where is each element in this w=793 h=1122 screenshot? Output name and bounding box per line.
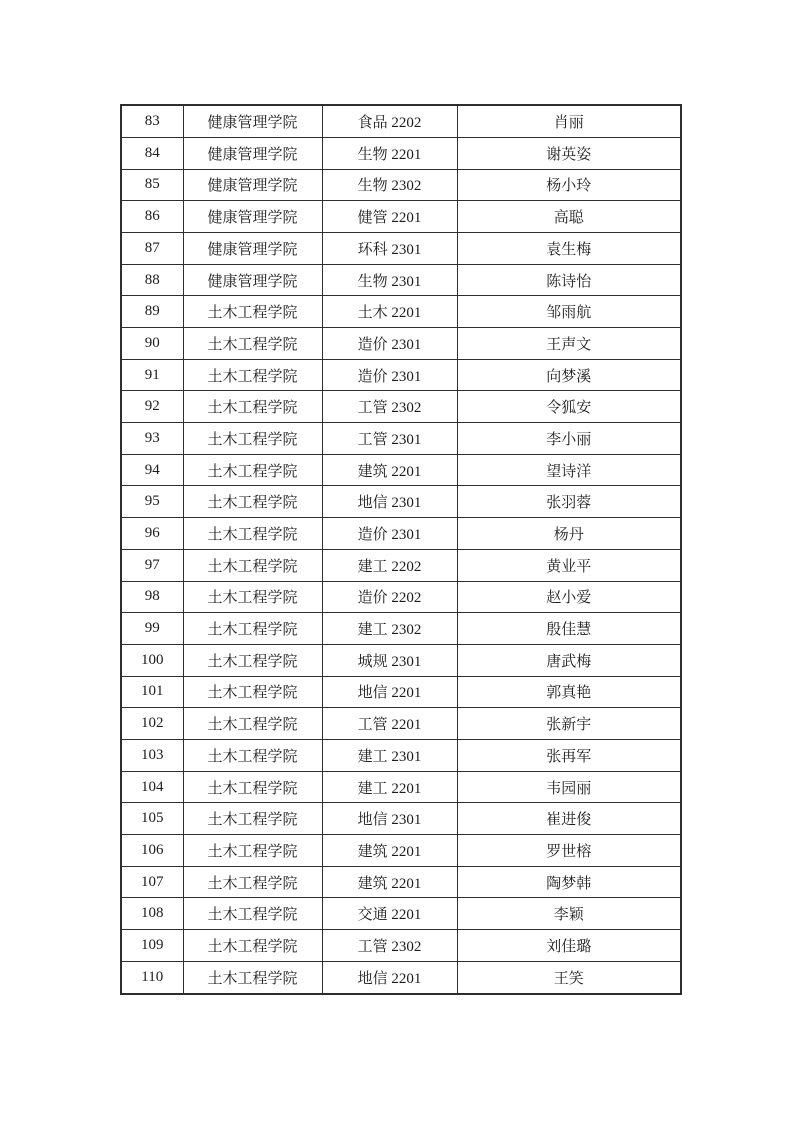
cell-class: 工管 2301 <box>322 423 457 455</box>
cell-college: 健康管理学院 <box>183 169 322 201</box>
table-row <box>121 232 681 264</box>
cell-student-name: 王声文 <box>457 328 681 360</box>
cell-college: 土木工程学院 <box>183 771 322 803</box>
student-roster-table <box>120 104 682 995</box>
cell-college: 土木工程学院 <box>183 866 322 898</box>
table-row <box>121 201 681 233</box>
cell-row-number: 87 <box>121 232 183 264</box>
cell-student-name: 邹雨航 <box>457 296 681 328</box>
table-row <box>121 359 681 391</box>
cell-student-name: 向梦溪 <box>457 359 681 391</box>
cell-class: 地信 2201 <box>322 676 457 708</box>
cell-class: 工管 2302 <box>322 391 457 423</box>
table-row <box>121 739 681 771</box>
cell-college: 健康管理学院 <box>183 201 322 233</box>
cell-class: 城规 2301 <box>322 644 457 676</box>
table-row <box>121 961 681 994</box>
cell-student-name: 谢英姿 <box>457 137 681 169</box>
cell-class: 建工 2202 <box>322 549 457 581</box>
cell-row-number: 103 <box>121 739 183 771</box>
cell-student-name: 赵小爱 <box>457 581 681 613</box>
cell-college: 土木工程学院 <box>183 930 322 962</box>
cell-student-name: 肖丽 <box>457 105 681 137</box>
cell-class: 造价 2301 <box>322 518 457 550</box>
cell-class: 土木 2201 <box>322 296 457 328</box>
cell-row-number: 93 <box>121 423 183 455</box>
cell-college: 土木工程学院 <box>183 549 322 581</box>
cell-row-number: 86 <box>121 201 183 233</box>
cell-college: 土木工程学院 <box>183 644 322 676</box>
cell-class: 建筑 2201 <box>322 866 457 898</box>
cell-row-number: 105 <box>121 803 183 835</box>
table-row <box>121 549 681 581</box>
cell-row-number: 110 <box>121 961 183 994</box>
cell-class: 造价 2301 <box>322 328 457 360</box>
table-row <box>121 930 681 962</box>
cell-row-number: 95 <box>121 486 183 518</box>
cell-class: 地信 2201 <box>322 961 457 994</box>
table-row <box>121 835 681 867</box>
cell-college: 健康管理学院 <box>183 105 322 137</box>
table-row <box>121 423 681 455</box>
cell-row-number: 100 <box>121 644 183 676</box>
table-row <box>121 264 681 296</box>
table-row <box>121 613 681 645</box>
cell-college: 土木工程学院 <box>183 454 322 486</box>
cell-class: 交通 2201 <box>322 898 457 930</box>
table-row <box>121 898 681 930</box>
cell-student-name: 崔进俊 <box>457 803 681 835</box>
table-row <box>121 169 681 201</box>
cell-row-number: 99 <box>121 613 183 645</box>
table-row <box>121 486 681 518</box>
student-roster-body <box>121 105 681 994</box>
cell-row-number: 104 <box>121 771 183 803</box>
cell-student-name: 李颖 <box>457 898 681 930</box>
cell-class: 地信 2301 <box>322 803 457 835</box>
cell-college: 土木工程学院 <box>183 359 322 391</box>
table-row <box>121 581 681 613</box>
cell-class: 工管 2302 <box>322 930 457 962</box>
cell-row-number: 96 <box>121 518 183 550</box>
table-row <box>121 328 681 360</box>
cell-student-name: 陈诗怡 <box>457 264 681 296</box>
cell-college: 土木工程学院 <box>183 613 322 645</box>
cell-class: 建工 2201 <box>322 771 457 803</box>
cell-class: 工管 2201 <box>322 708 457 740</box>
cell-row-number: 85 <box>121 169 183 201</box>
cell-student-name: 黄业平 <box>457 549 681 581</box>
cell-student-name: 唐武梅 <box>457 644 681 676</box>
cell-row-number: 101 <box>121 676 183 708</box>
table-row <box>121 391 681 423</box>
cell-row-number: 90 <box>121 328 183 360</box>
cell-class: 地信 2301 <box>322 486 457 518</box>
cell-student-name: 高聪 <box>457 201 681 233</box>
cell-row-number: 83 <box>121 105 183 137</box>
cell-class: 生物 2302 <box>322 169 457 201</box>
table-row <box>121 771 681 803</box>
cell-student-name: 罗世榕 <box>457 835 681 867</box>
cell-class: 建筑 2201 <box>322 835 457 867</box>
cell-college: 土木工程学院 <box>183 391 322 423</box>
cell-class: 健管 2201 <box>322 201 457 233</box>
cell-student-name: 郭真艳 <box>457 676 681 708</box>
cell-row-number: 107 <box>121 866 183 898</box>
cell-student-name: 李小丽 <box>457 423 681 455</box>
cell-row-number: 106 <box>121 835 183 867</box>
cell-row-number: 102 <box>121 708 183 740</box>
table-row <box>121 676 681 708</box>
cell-class: 食品 2202 <box>322 105 457 137</box>
cell-college: 土木工程学院 <box>183 961 322 994</box>
cell-college: 土木工程学院 <box>183 708 322 740</box>
cell-class: 建工 2301 <box>322 739 457 771</box>
cell-student-name: 张再军 <box>457 739 681 771</box>
table-row <box>121 454 681 486</box>
cell-row-number: 89 <box>121 296 183 328</box>
cell-college: 土木工程学院 <box>183 898 322 930</box>
table-row <box>121 866 681 898</box>
cell-college: 土木工程学院 <box>183 803 322 835</box>
cell-row-number: 108 <box>121 898 183 930</box>
cell-class: 建筑 2201 <box>322 454 457 486</box>
cell-class: 生物 2201 <box>322 137 457 169</box>
cell-class: 环科 2301 <box>322 232 457 264</box>
cell-student-name: 张羽蓉 <box>457 486 681 518</box>
cell-student-name: 殷佳慧 <box>457 613 681 645</box>
cell-student-name: 望诗洋 <box>457 454 681 486</box>
cell-college: 土木工程学院 <box>183 581 322 613</box>
cell-class: 造价 2202 <box>322 581 457 613</box>
table-row <box>121 137 681 169</box>
cell-student-name: 刘佳璐 <box>457 930 681 962</box>
cell-row-number: 98 <box>121 581 183 613</box>
table-row <box>121 296 681 328</box>
table-row <box>121 518 681 550</box>
cell-student-name: 韦园丽 <box>457 771 681 803</box>
cell-college: 土木工程学院 <box>183 676 322 708</box>
table-row <box>121 803 681 835</box>
cell-college: 土木工程学院 <box>183 296 322 328</box>
cell-row-number: 94 <box>121 454 183 486</box>
cell-college: 土木工程学院 <box>183 423 322 455</box>
cell-student-name: 杨丹 <box>457 518 681 550</box>
cell-row-number: 91 <box>121 359 183 391</box>
cell-row-number: 109 <box>121 930 183 962</box>
cell-college: 健康管理学院 <box>183 137 322 169</box>
cell-row-number: 97 <box>121 549 183 581</box>
cell-college: 健康管理学院 <box>183 232 322 264</box>
cell-student-name: 王笑 <box>457 961 681 994</box>
cell-college: 健康管理学院 <box>183 264 322 296</box>
cell-class: 造价 2301 <box>322 359 457 391</box>
table-row <box>121 644 681 676</box>
cell-college: 土木工程学院 <box>183 328 322 360</box>
cell-college: 土木工程学院 <box>183 835 322 867</box>
cell-student-name: 陶梦韩 <box>457 866 681 898</box>
cell-student-name: 杨小玲 <box>457 169 681 201</box>
table-row <box>121 105 681 137</box>
cell-college: 土木工程学院 <box>183 739 322 771</box>
cell-student-name: 袁生梅 <box>457 232 681 264</box>
cell-row-number: 88 <box>121 264 183 296</box>
cell-class: 生物 2301 <box>322 264 457 296</box>
cell-row-number: 92 <box>121 391 183 423</box>
cell-student-name: 张新宇 <box>457 708 681 740</box>
cell-row-number: 84 <box>121 137 183 169</box>
cell-student-name: 令狐安 <box>457 391 681 423</box>
cell-college: 土木工程学院 <box>183 486 322 518</box>
table-row <box>121 708 681 740</box>
cell-class: 建工 2302 <box>322 613 457 645</box>
cell-college: 土木工程学院 <box>183 518 322 550</box>
